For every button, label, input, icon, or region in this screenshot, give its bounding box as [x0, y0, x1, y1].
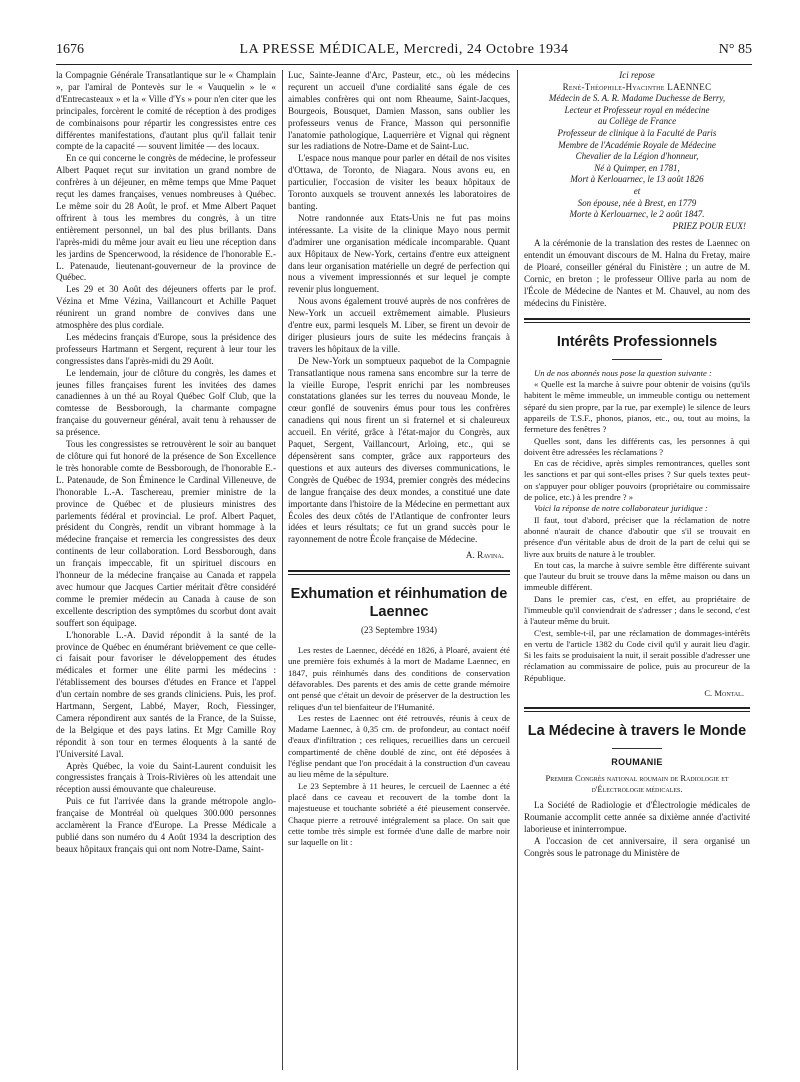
- page-header: [56, 42, 752, 62]
- paragraph: L'espace nous manque pour parler en détail de nos visites d'Ottawa, de Toronto, de Niagara. Nous avons eu, en particulier, l'occasion de visiter les beaux hôpitaux de Toronto auxquels se trouvent annexés les laboratoires de banting.: [288, 153, 510, 211]
- paragraph: Après Québec, la voie du Saint-Laurent conduisit les congressistes français à Trois-Rivières où les attendait une réception aussi émouvante que chaleureuse.: [56, 760, 276, 795]
- epitaph-line: Ici repose: [619, 70, 655, 80]
- section-rule: [524, 707, 750, 712]
- paragraph: Puis ce fut l'arrivée dans la grande métropole anglo-française de Montréal où quelques 300.000 personnes acclamèrent la France d'Europe. La Presse Médicale a publié dans son numéro du 4 Août 1934 la description des beaux hôpitaux français qui ont nom Notre-Dame, Saint-: [56, 796, 276, 854]
- paragraph: Les restes de Laennec, décédé en 1826, à Ploaré, avaient été une première fois exhumés à la mort de Madame Laennec, en 1847, puis réinhumés dans des conditions de conservation défavorables. Des parents et des amis de cette grande mémoire ont pensé que c'était un devoir de préserver de la destruction les reliques d'un tel bienfaiteur de l'Humanité.: [288, 645, 510, 712]
- epitaph-line: Morte à Kerlouarnec, le 2 août 1847.: [569, 209, 705, 220]
- section-body: [524, 368, 750, 700]
- epitaph-prayer: PRIEZ POUR EUX!: [672, 220, 746, 231]
- author-signature: C. Montal.: [704, 688, 744, 699]
- paragraph: Le lendemain, jour de clôture du congrès, les dames et jeunes filles françaises furent les invitées des dames canadiennes à un thé au Royal Québec Golf Club, que la comtesse de Bessborough, la charmante compagne française du gouverneur général, avait tenu à rehausser de sa présence.: [56, 367, 276, 438]
- epitaph-line: Mort à Kerlouarnec, le 13 août 1826: [570, 174, 704, 185]
- paragraph: En ce qui concerne le congrès de médecine, le professeur Albert Paquet reçut sur invitation un grand nombre de confrères à un déjeuner, en même temps que Mme Paquet reçut les dames françaises, venues nombreuses à Québec. Le même soir du 28 Août, le prof. et Mme Albert Paquet offrirent à tous les membres du congrès, à un titre entièrement personnel, un bal des plus brillants. Dans l'après-midi du même jour avait eu lieu une réception dans les jardins de Spencerwood, la résidence de l'honorable E.-L. Patenaude, lieutenant-gouverneur de la province de Québec.: [56, 153, 276, 283]
- subsection-title: Premier Congrès national roumain de Radiologie et d'Électrologie médicales.: [545, 773, 729, 795]
- author-signature: A. Ravina.: [465, 550, 504, 561]
- column-divider: [517, 70, 518, 1070]
- title-underline: [612, 748, 662, 749]
- paragraph: Dans le premier cas, c'est, en effet, au propriétaire de l'immeuble qu'il conviendrait de s'adresser ; dans le second, c'est à l'auteur même du bruit.: [524, 593, 750, 627]
- epitaph-line: Lecteur et Professeur royal en médecine: [564, 104, 710, 115]
- paragraph: L'honorable L.-A. David répondit à la santé de la province de Québec en énumérant brièvement ce que celle-ci faisait pour favoriser le développement des études médicales et former une élite parmi les médecins : l'établissement des bourses d'études en France et l'appel d'un certain nombre de ses grands cliniciens. Puis, les prof. Hartmann, Sergent, Labbé, Mayer, Roch, Fiessinger, Camera répondirent aux santés de la France, de la Suisse, de la Belgique et des pays latins. Et Mgr Camille Roy répondit à son tour en termes éloquents à la santé de l'Université Laval.: [56, 629, 276, 759]
- section-rule: [288, 570, 510, 575]
- epitaph-line: Médecin de S. A. R. Madame Duchesse de Berry,: [548, 93, 726, 104]
- epitaph-line: Professeur de clinique à la Faculté de Paris: [557, 127, 717, 138]
- epitaph-line: au Collège de France: [597, 116, 677, 127]
- paragraph: « Quelle est la marche à suivre pour obtenir de voisins (qu'ils habitent le même immeuble, un immeuble contigu ou nettement séparé du sien propre, par la rue, par exemple) le silence de leurs appareils de T.S.F., phonos, pianos, etc., ou, tout au moins, la fermeture des fenêtres ?: [524, 379, 750, 435]
- paragraph: Notre randonnée aux Etats-Unis ne fut pas moins intéressante. La visite de la clinique Mayo nous permit d'admirer une organisation médicale incomparable. Quant aux Hôpitaux de New-York, certains d'entre eux atteignent dans leur organisation matérielle un degré de perfection qui nous a vivement impressionnés et sur lequel je compte revenir plus longuement.: [288, 212, 510, 295]
- epitaph-name: René-Théophile-Hyacinthe LAENNEC: [562, 81, 712, 92]
- column-1: [56, 70, 276, 1070]
- epitaph-line: Membre de l'Académie Royale de Médecine: [558, 139, 716, 150]
- article-body: [288, 645, 510, 848]
- paragraph: A la cérémonie de la translation des restes de Laennec on entendit un émouvant discours de M. Halna du Fretay, maire de Ploaré, conseiller général du Finistère ; un autre de M. Cornic, en breton ; le professeur Ollive parla au nom de l'École de Médecine de Nantes et M. Chauvel, au nom des médecins du Finistère.: [524, 238, 750, 308]
- paragraph: Les médecins français d'Europe, sous la présidence des professeurs Hartmann et Sergent, reçurent à leur tour les congressistes dans l'après-midi du 29 Août.: [56, 331, 276, 366]
- paragraph: Les 29 et 30 Août des déjeuners offerts par le prof. Vézina et Mme Vézina, Vaillancourt et Achille Paquet réunirent un grand nombre de convives dans une atmosphère des plus cordiale.: [56, 284, 276, 331]
- paragraph: Les restes de Laennec ont été retrouvés, réunis à ceux de Madame Laennec, à 0,35 cm. de profondeur, au contact noéif d'eaux d'infiltration ; ces reliques, recueillies dans un cercueil compartimenté de chêne doublé de zinc, ont été déposées à l'église pendant que l'on procédait à la construction d'un caveau au lieu même de la sépulture.: [288, 712, 510, 780]
- header-rule: [56, 64, 752, 65]
- paragraph: Un de nos abonnés nous pose la question suivante :: [534, 367, 712, 378]
- epitaph-line: et: [633, 185, 641, 196]
- paragraph: De New-York un somptueux paquebot de la Compagnie Transatlantique nous ramena sans encombre sur la terre de la vieille Europe, l'esprit enrichi par les nombreuses constatations glanées sur les terres du nouveau Monde, le cœur gonflé de souvenirs émus pour tous les confrères canadiens qui nous firent un si fraternel et si chaleureux accueil. En vérité, grâce à l'état-major du Congrès, aux Paquet, Sergent, Vaillancourt, Arloing, etc., qui se dépensèrent sans compter, grâce aux rapporteurs des questions et aux auteurs des diverses communications, le Congrès de Québec de 1934, premier congrès des médecins de langue française des deux mondes, a constitué une date importante dans l'histoire de la Médecine en permettant aux Écoles des deux côtés de l'Atlantique de confronter leurs idées et leurs résultats; ce fut un grand succès pour le rayonnement de notre École française de Médecine.: [288, 355, 510, 545]
- paragraph: En tout cas, la marche à suivre semble être différente suivant que l'auteur du bruit se trouve dans la même maison ou dans un immeuble différent.: [524, 559, 750, 593]
- section-title: La Médecine à travers le Monde: [527, 723, 747, 740]
- paragraph: Quelles sont, dans les différents cas, les personnes à qui doivent être adressées les réclamations ?: [524, 435, 750, 457]
- article-title: Exhumation et réinhumation de Laennec: [290, 586, 508, 621]
- paragraph: En cas de récidive, après simples remontrances, quelles sont les sanctions et par qui sont-elles prises ? Sur quels textes peut-on s'appuyer pour obliger pouvoirs (propriétaire ou commissaire de police, etc.) à les prendre ? »: [524, 458, 750, 503]
- paragraph: Voici la réponse de notre collaborateur juridique :: [534, 503, 708, 514]
- paragraph: Nous avons également trouvé auprès de nos confrères de New-York un accueil extrêmement aimable. Plusieurs d'entre eux, parmi lesquels M. Liber, se firent un devoir de diriger plusieurs jours de suite les médecins français à travers les hôpitaux de la ville.: [288, 296, 510, 354]
- paragraph: la Compagnie Générale Transatlantique sur le « Champlain », par l'amiral de Pontevès sur le « Vauquelin » le « d'Entrecasteaux » et la « Ville d'Ys » pour n'en citer que les principales, forcèrent le comité de réception à des prodiges de combinaisons pour répartir les congressistes entre ces différentes manifestations, d'autant plus qu'il fallait tenir compte de la capacité — souvent limitée — des locaux.: [56, 70, 276, 152]
- column-2: [288, 70, 510, 1070]
- title-underline: [612, 359, 662, 360]
- section-rule: [524, 318, 750, 323]
- paragraph: C'est, semble-t-il, par une réclamation de dommages-intérêts en vertu de l'article 1382 du Code civil qu'il y aurait lieu d'agir. Si les faits se produisaient la nuit, il serait possible d'adresser une réclamation au commissaire de police, puis au procureur de la République.: [524, 627, 750, 683]
- epitaph-line: Chevalier de la Légion d'honneur,: [575, 151, 699, 162]
- epitaph: [524, 70, 750, 232]
- paragraph: A l'occasion de cet anniversaire, il sera organisé un Congrès sous le patronage du Ministère de: [524, 835, 750, 858]
- paragraph: Tous les congressistes se retrouvèrent le soir au banquet de clôture qui fut honoré de la présence de Son Excellence le très honorable comte de Bessborough, de l'honorable E.-L. Patenaude, de Son Éminence le Cardinal Villeneuve, de l'honorable L.-A. Taschereau, premier ministre de la province de Québec et de plusieurs ministres des parlements fédéral et provincial. Le prof. Albert Paquet, président du Congrès, rendit un vibrant hommage à la médecine française et remercia les congressistes des deux continents de leur collaboration. Lord Bessborough, dans un français impeccable, fit un spirituel discours en l'honneur de la médecine française au Canada et rappela avec humour que Jacques Cartier méritait d'être considéré comme le premier médecin au Canada à cause de son excellente description des symptômes du scorbut dont avait souffert son équipage.: [56, 439, 276, 628]
- paragraph: La Société de Radiologie et d'Électrologie médicales de Roumanie accomplit cette année sa dixième année d'activité laborieuse et ininterrompue.: [524, 800, 750, 835]
- epitaph-line: Son épouse, née à Brest, en 1779: [577, 197, 697, 208]
- column-divider: [282, 70, 283, 1070]
- country-heading: ROUMANIE: [611, 757, 663, 768]
- issue-number: N° 85: [718, 42, 752, 57]
- paragraph: Il faut, tout d'abord, préciser que la réclamation de notre abonné n'aurait de chance d'aboutir que s'il se trouvait en présence d'un véritable abus de droit de la part de celui qui se livre aux bruits de nature à le troubler.: [524, 514, 750, 559]
- page-number: 1676: [56, 42, 84, 57]
- column-3: [524, 70, 750, 1070]
- article-date: (23 Septembre 1934): [361, 625, 437, 636]
- paragraph: Le 23 Septembre à 11 heures, le cercueil de Laennec a été placé dans ce caveau et recouvert de la tombe dont la majestueuse et touchante sobriété a été pieusement conservée. Chaque pierre a retrouvé intégralement sa place. On sait que cette tombe très simple est formée d'une dalle de marbre noir sur laquelle on lit :: [288, 780, 510, 848]
- epitaph-line: Né à Quimper, en 1781,: [594, 162, 680, 173]
- journal-title: LA PRESSE MÉDICALE, Mercredi, 24 Octobre 1934: [239, 42, 569, 57]
- paragraph: Luc, Sainte-Jeanne d'Arc, Pasteur, etc., où les médecins reçurent un accueil d'une cordialité sans égale de ces aimables confrères qui ont nom Rheaume, Saint-Jacques, Bourgeois, Bousquet, Damien Masson, sans oublier les professeurs venus de France, Masson qui personnifie l'anatomie pathologique, Laquerrière et Vignal qui règnent sur les radiations de Notre-Dame et de Saint-Luc.: [288, 70, 510, 152]
- section-title: Intérêts Professionnels: [556, 333, 718, 350]
